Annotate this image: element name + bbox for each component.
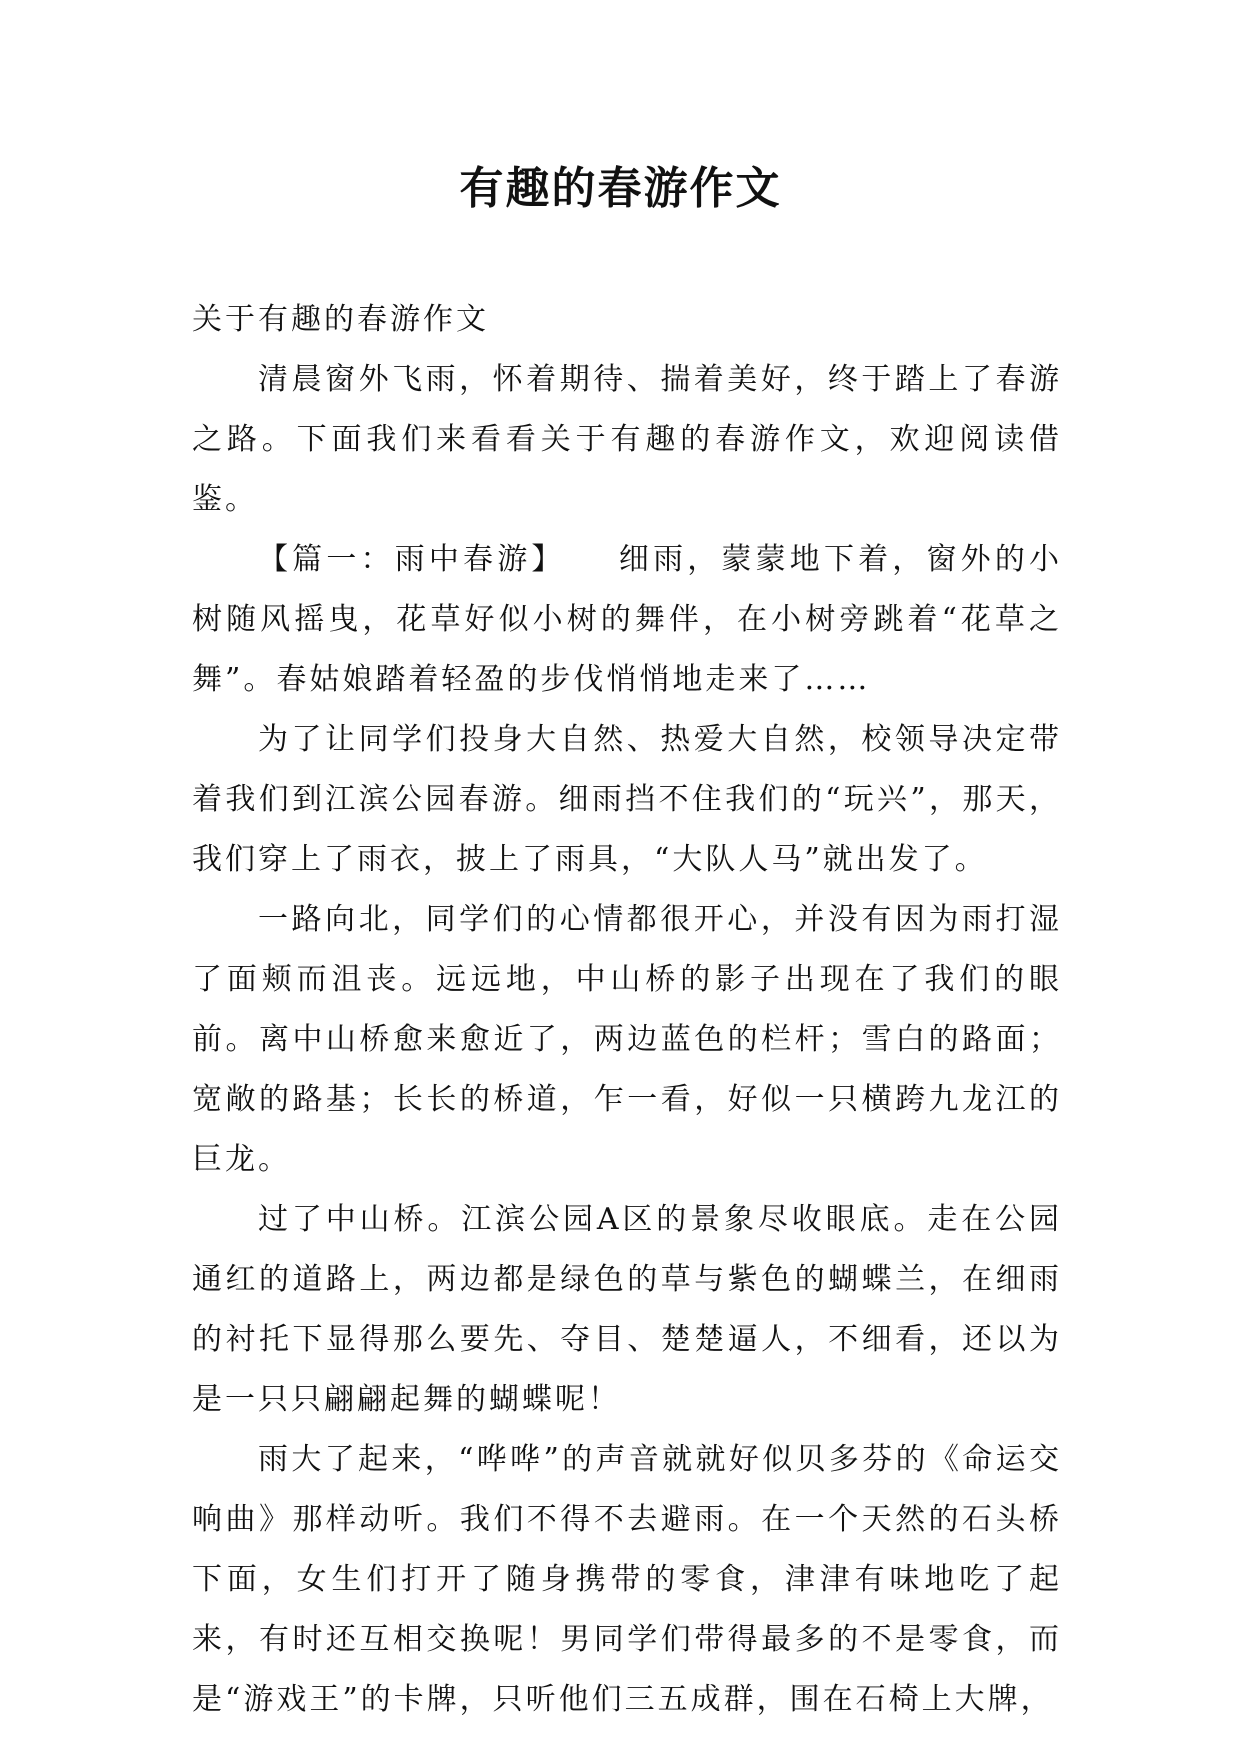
document-body — [192, 290, 1062, 1730]
paragraph-chapter-one: 【篇一：雨中春游】 细雨，蒙蒙地下着，窗外的小树随风摇曳，花草好似小树的舞伴，在小树旁跳着“花草之舞”。春姑娘踏着轻盈的步伐悄悄地走来了…… — [192, 542, 1062, 697]
document-title: 有趣的春游作文 — [459, 163, 782, 214]
paragraph-rain-shelter: 雨大了起来，“哗哗”的声音就就好似贝多芬的《命运交响曲》那样动听。我们不得不去避雨。在一个天然的石头桥下面，女生们打开了随身携带的零食，津津有味地吃了起来，有时还互相交换呢！男同学们带得最多的不是零食，而是“游戏王”的卡牌，只听他们三五成群，围在石椅上大牌， — [192, 1442, 1062, 1717]
paragraph-park: 过了中山桥。江滨公园A区的景象尽收眼底。走在公园通红的道路上，两边都是绿色的草与紫色的蝴蝶兰，在细雨的衬托下显得那么要先、夺目、楚楚逼人，不细看，还以为是一只只翩翩起舞的蝴蝶呢！ — [192, 1202, 1062, 1417]
paragraph-bridge: 一路向北，同学们的心情都很开心，并没有因为雨打湿了面颊而沮丧。远远地，中山桥的影子出现在了我们的眼前。离中山桥愈来愈近了，两边蓝色的栏杆；雪白的路面；宽敞的路基；长长的桥道，乍一看，好似一只横跨九龙江的巨龙。 — [192, 902, 1062, 1177]
paragraph-trip-start: 为了让同学们投身大自然、热爱大自然，校领导决定带着我们到江滨公园春游。细雨挡不住我们的“玩兴”，那天，我们穿上了雨衣，披上了雨具，“大队人马”就出发了。 — [192, 722, 1062, 877]
document-subtitle: 关于有趣的春游作文 — [192, 302, 489, 337]
paragraph-intro: 清晨窗外飞雨，怀着期待、揣着美好，终于踏上了春游之路。下面我们来看看关于有趣的春游作文，欢迎阅读借鉴。 — [192, 362, 1062, 517]
